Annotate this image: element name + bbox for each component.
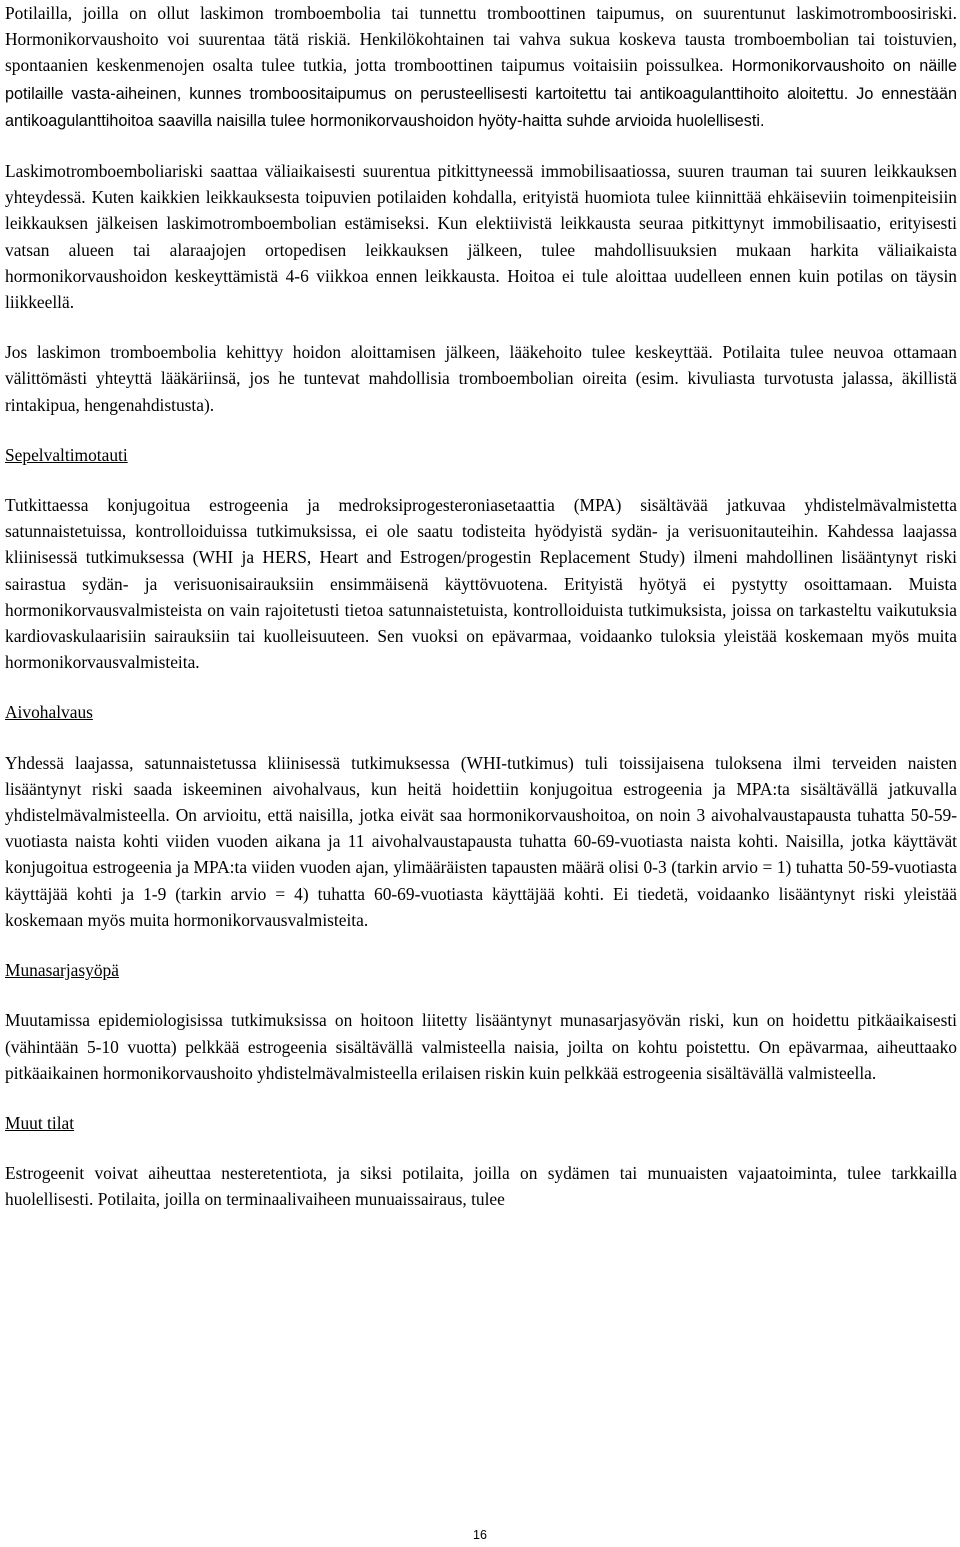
paragraph-immobilisation: Laskimotromboemboliariski saattaa väliaikaisesti suurentua pitkittyneessä immobilisaatiossa, suuren trauman tai suuren leikkauksen yhteydessä. Kuten kaikkien leikkauksesta toipuvien potilaiden kohdalla, erityistä huomiota tulee kiinnittää ehkäiseviin toimenpiteisiin leikkauksen jälkeisen laskimotromboembolian estämiseksi. Kun elektiivistä leikkausta seuraa pitkittynyt immobilisaatio, erityisesti vatsan alueen tai alaraajojen ortopedisen leikkauksen jälkeen, tulee mahdollisuuksien mukaan harkita väliaikaista hormonikorvaushoidon keskeyttämistä 4-6 viikkoa ennen leikkausta. Hoitoa ei tule aloittaa uudelleen ennen kuin potilas on täysin liikkeellä.	[5, 161, 957, 313]
paragraph-thrombosis-risk-part1: Potilailla, joilla on ollut laskimon tromboembolia tai tunnettu tromboottinen taipumus, on suurentunut laskimotromboosiriski. Hormonikorvaushoito voi suurentaa tätä riskiä. Henkilökohtainen tai vahva sukua koskeva tausta tromboembolian tai toistuvien, spontaanien keskenmenojen osalta tulee tutkia, jotta tromboottinen taipumus voitaisiin poissulkea.	[5, 3, 957, 76]
page-number: 16	[473, 1528, 487, 1542]
section-heading-coronary: Sepelvaltimotauti	[5, 444, 128, 465]
section-heading-ovarian-cancer: Munasarjasyöpä	[5, 960, 119, 981]
section-body-ovarian-cancer: Muutamissa epidemiologisissa tutkimuksissa on hoitoon liitetty lisääntynyt munasarjasyövän riski, kun on hoidettu pitkäaikaisesti (vähintään 5-10 vuotta) pelkkää estrogeenia sisältävällä valmisteella naisia, joilta on kohtu poistettu. On epävarmaa, aiheuttaako pitkäaikainen hormonikorvaushoito yhdistelmävalmisteella erilaisen riskin kuin pelkkää estrogeenia sisältävällä valmisteella.	[5, 1010, 957, 1083]
section-heading-stroke: Aivohalvaus	[5, 702, 93, 723]
section-body-coronary: Tutkittaessa konjugoitua estrogeenia ja medroksiprogesteroniasetaattia (MPA) sisältävää jatkuvaa yhdistelmävalmistetta satunnaistetuissa, kontrolloiduissa tutkimuksissa, ei ole saatu todisteita hyödyistä sydän- ja verisuonitauteihin. Kahdessa laajassa kliinisessä tutkimuksessa (WHI ja HERS, Heart and Estrogen/progestin Replacement Study) ilmeni mahdollinen lisääntynyt riski sairastua sydän- ja verisuonisairauksiin ensimmäisenä käyttövuotena. Erityistä hyötyä ei pystytty osoittamaan. Muista hormonikorvausvalmisteista on vain rajoitetusti tietoa satunnaistetuista, kontrolloiduista tutkimuksista, joissa on tarkasteltu vaikutuksia kardiovaskulaarisiin sairauksiin tai kuolleisuuteen. Sen vuoksi on epävarmaa, voidaanko tuloksia yleistää koskemaan myös muita hormonikorvausvalmisteita.	[5, 495, 957, 673]
paragraph-thrombosis-risk	[5, 0, 957, 134]
document-page	[5, 0, 957, 1213]
section-body-stroke: Yhdessä laajassa, satunnaistetussa kliinisessä tutkimuksessa (WHI-tutkimus) tuli toissijaisena tuloksena ilmi terveiden naisten lisääntynyt riski saada iskeeminen aivohalvaus, kun heitä hoidettiin konjugoitua estrogeenia ja MPA:ta sisältävällä jatkuvalla yhdistelmävalmisteella. On arvioitu, että naisilla, jotka eivät saa hormonikorvaushoitoa, on noin 3 aivohalvaustapausta tuhatta 50-59-vuotiasta naista kohti viiden vuoden aikana ja 11 aivohalvaustapausta tuhatta 60-69-vuotiasta naista kohti. Naisilla, jotka käyttävät konjugoitua estrogeenia ja MPA:ta viiden vuoden ajan, ylimääräisten tapausten määrä olisi 0-3 (tarkin arvio = 1) tuhatta 50-59-vuotiasta käyttäjää kohti ja 1-9 (tarkin arvio = 4) tuhatta 60-69-vuotiasta käyttäjää kohti. Ei tiedetä, voidaanko lisääntynyt riski yleistää koskemaan myös muita hormonikorvausvalmisteita.	[5, 752, 957, 930]
section-heading-other-conditions: Muut tilat	[5, 1112, 75, 1133]
paragraph-thrombosis-risk-part2: Hormonikorvaushoito on näille potilaille vasta-aiheinen, kunnes tromboositaipumus on perusteellisesti kartoitettu tai antikoagulanttihoito aloitettu. Jo ennestään antikoagulanttihoitoa saavilla naisilla tulee hormonikorvaushoidon hyöty-haitta suhde arvioida huolellisesti.	[5, 57, 957, 130]
section-body-other-conditions: Estrogeenit voivat aiheuttaa nesteretentiota, ja siksi potilaita, joilla on sydämen tai munuaisten vajaatoiminta, tulee tarkkailla huolellisesti. Potilaita, joilla on terminaalivaiheen munuaissairaus, tulee	[5, 1163, 957, 1210]
paragraph-vte-action: Jos laskimon tromboembolia kehittyy hoidon aloittamisen jälkeen, lääkehoito tulee keskeyttää. Potilaita tulee neuvoa ottamaan välittömästi yhteyttä lääkäriinsä, jos he tuntevat mahdollisia tromboembolian oireita (esim. kivuliasta turvotusta jalassa, äkillistä rintakipua, hengenahdistusta).	[5, 342, 957, 415]
